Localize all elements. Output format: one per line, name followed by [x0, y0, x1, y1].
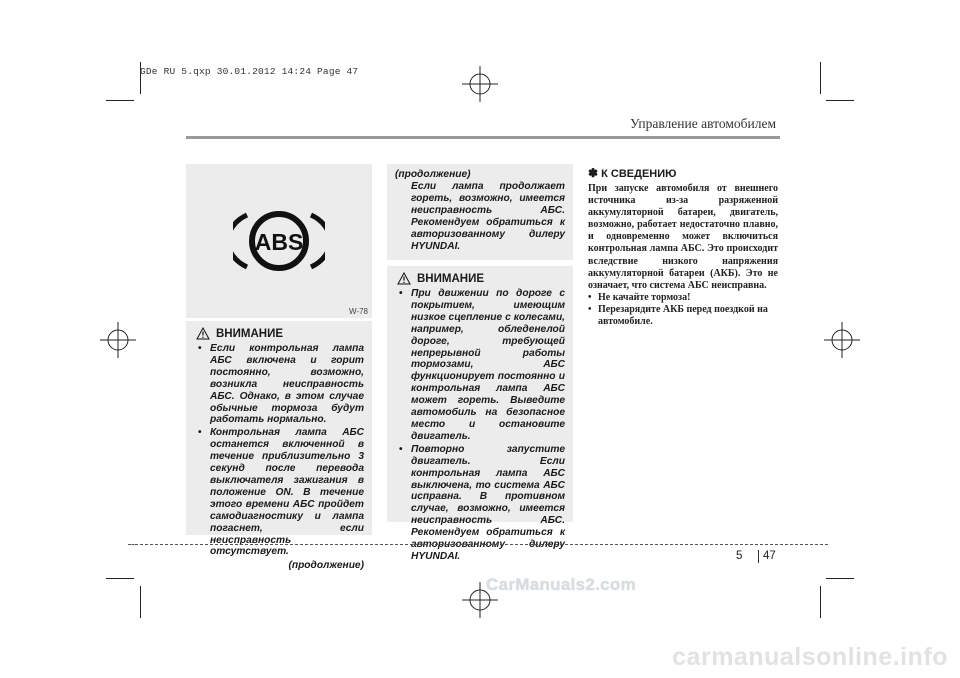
warning-header: [397, 272, 565, 285]
warning-title: ВНИМАНИЕ: [216, 327, 284, 340]
continuation-box: [387, 164, 573, 260]
page-separator: [758, 550, 759, 563]
figure-code: W-78: [349, 307, 368, 316]
continued-note: (продолжение): [288, 560, 364, 572]
info-list: [588, 292, 778, 328]
registration-mark-icon: [462, 66, 498, 102]
abs-figure: [186, 164, 372, 318]
info-item: • Не качайте тормоза!: [588, 292, 778, 304]
abs-warning-icon: [233, 209, 325, 273]
warning-header: [196, 327, 364, 340]
crop-mark: [820, 586, 821, 618]
continuation-label: (продолжение): [395, 169, 471, 180]
crop-mark: [826, 578, 854, 579]
warning-triangle-icon: [397, 272, 411, 285]
registration-mark-icon: [100, 322, 136, 358]
warning-item: • Повторно запустите двигатель. Если контрольная лампа АБС выключена, то система АБС исправна. В противном случае, возможно, имеется неисправность АБС. Рекомендуем обратиться к авторизованному дилеру HYUNDAI.: [395, 444, 565, 563]
watermark-outer: carmanualsonline.info: [672, 643, 948, 671]
info-body: При запуске автомобиля от внешнего источника из-за разряженной аккумуляторной батареи, двигатель, возможно, работает недостаточно плавно, и одновременно может включиться контрольная лампа АБС. Это происходит вследствие низкого напряжения аккумуляторной батареи (АКБ). Это не означает, что система АБС неисправна.: [588, 183, 778, 291]
crop-mark: [106, 578, 134, 579]
info-title: К СВЕДЕНИЮ: [601, 168, 677, 180]
continuation-text: Если лампа продолжает гореть, возможно, имеется неисправность АБС. Рекомендуем обратиться к авторизованному дилеру HYUNDAI.: [411, 181, 565, 252]
info-header: [588, 166, 778, 180]
print-slug: GDe RU 5.qxp 30.01.2012 14:24 Page 47: [140, 66, 359, 77]
warning-box-middle: [387, 266, 573, 562]
header-rule: [186, 136, 780, 139]
warning-item: • Если контрольная лампа АБС включена и горит постоянно, возможно, возникла неисправность АБС. Однако, в этом случае обычные тормоза будут работать нормально.: [194, 343, 364, 426]
warning-box-left: [186, 321, 372, 572]
warning-title: ВНИМАНИЕ: [417, 272, 485, 285]
crop-mark: [826, 100, 854, 101]
info-item: • Перезарядите АКБ перед поездкой на автомобиле.: [588, 304, 778, 328]
registration-mark-icon: [824, 322, 860, 358]
warning-item: • При движении по дороге с покрытием, имеющим низкое сцепление с колесами, например, обледенелой дороге, требующей непрерывной работы тормозами, АБС функционирует постоянно и контрольная лампа АБС может гореть. Выведите автомобиль на безопасное место и остановите двигатель.: [395, 288, 565, 443]
crop-mark: [140, 586, 141, 618]
chapter-number: 5: [736, 550, 743, 562]
crop-mark: [820, 62, 821, 94]
page-number: 47: [763, 550, 776, 562]
warning-item: • Контрольная лампа АБС останется включенной в течение приблизительно 3 секунд после перевода выключателя зажигания в положение ON. В течение этого времени АБС пройдет самодиагностику и лампа погаснет, если неисправность отсутствует.: [194, 427, 364, 558]
watermark-inner: CarManuals2.com: [486, 575, 636, 594]
footer-rule: [140, 544, 828, 545]
section-title: Управление автомобилем: [630, 116, 776, 131]
abs-icon-text: ABS: [254, 229, 304, 255]
warning-triangle-icon: [196, 327, 210, 340]
info-marker-icon: ✽: [588, 166, 599, 180]
crop-mark: [106, 100, 134, 101]
warning-list: [194, 343, 364, 558]
info-section: [588, 166, 778, 328]
footer-rule: [128, 544, 138, 545]
warning-list: [395, 288, 565, 563]
